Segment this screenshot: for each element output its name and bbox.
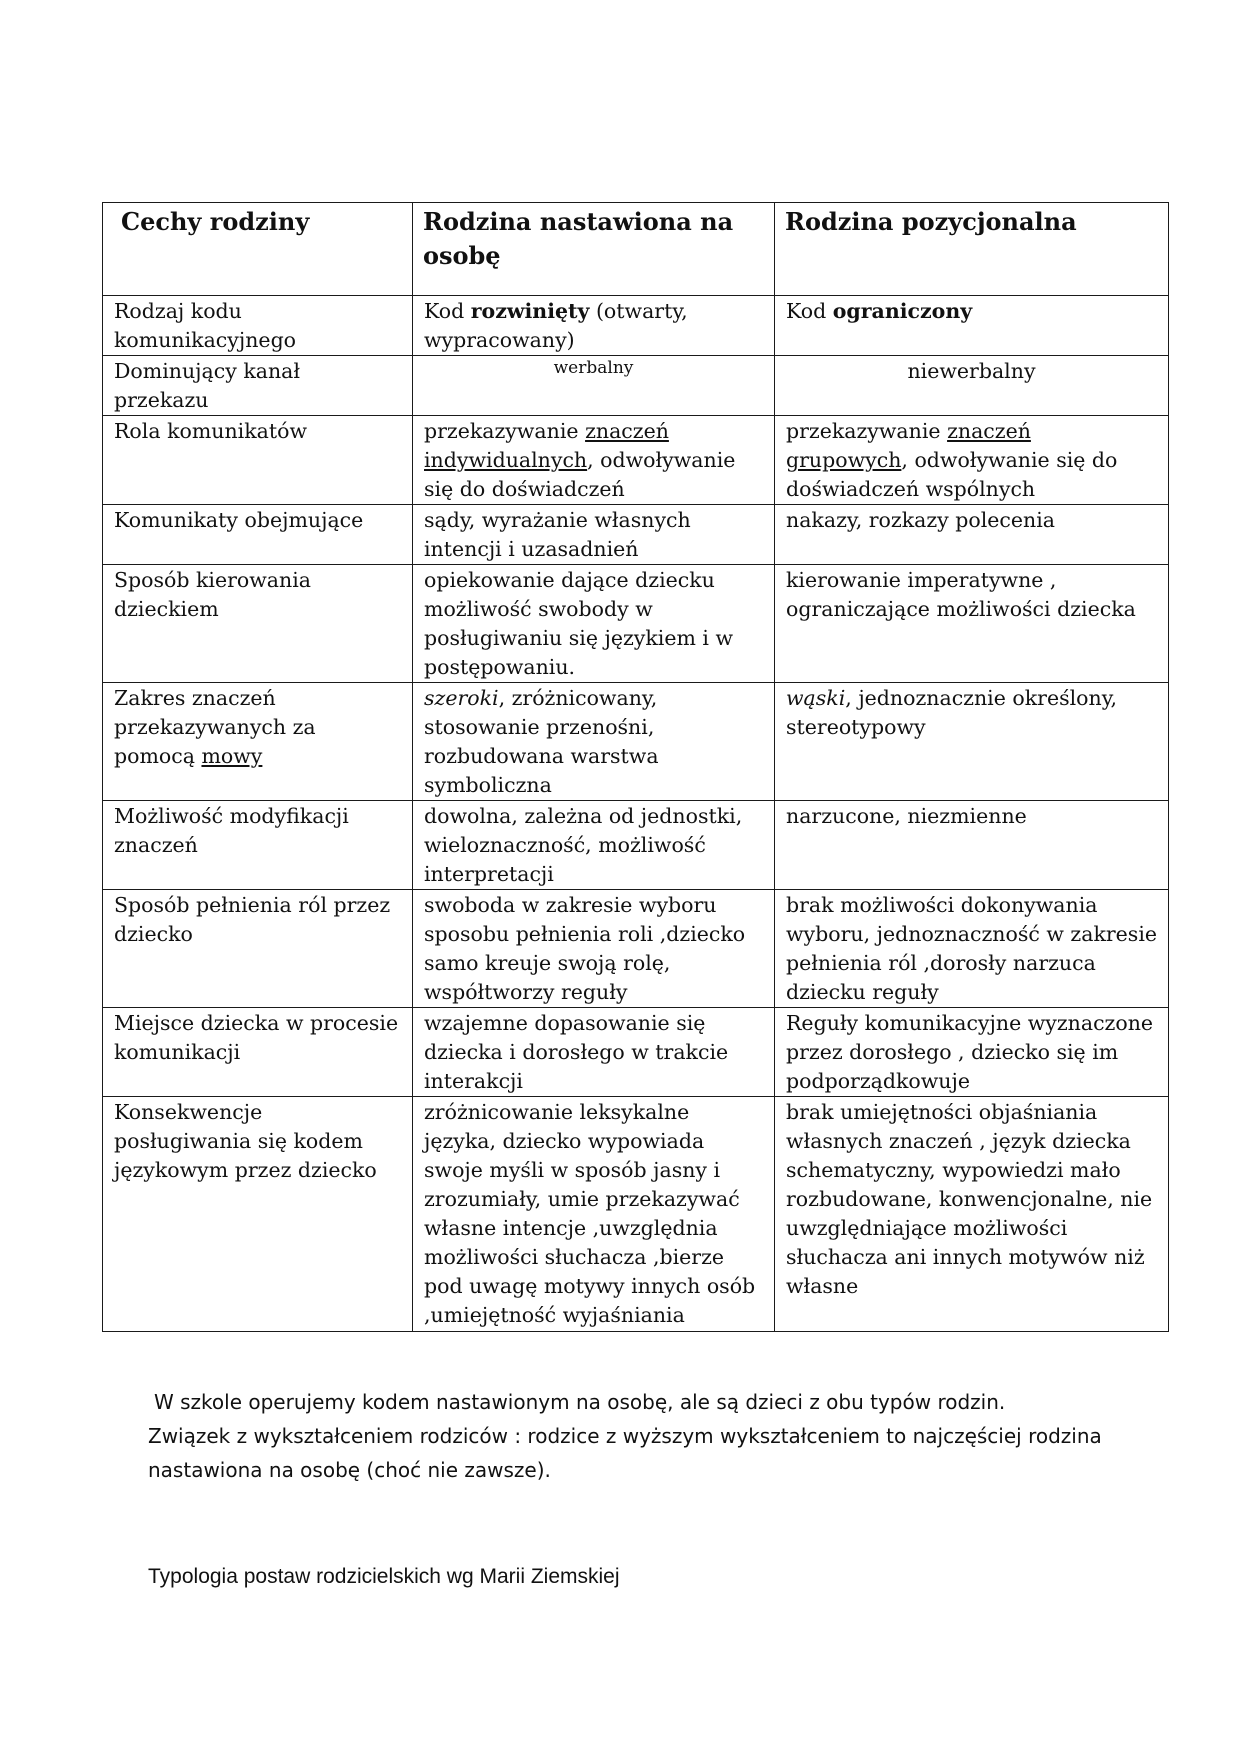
cell-bold-text: rozwinięty <box>470 299 590 323</box>
feature-cell: Rodzaj kodu komunikacyjnego <box>103 296 413 356</box>
explanatory-paragraph <box>148 1385 1148 1487</box>
position-cell: niewerbalny <box>775 356 1169 416</box>
header-features: Cechy rodziny <box>103 203 413 296</box>
table-row <box>103 296 1169 356</box>
table-row <box>103 890 1169 1008</box>
feature-cell: Sposób pełnienia ról przez dziecko <box>103 890 413 1008</box>
cell-text: , odwoływanie się do doświadczeń wspólnych <box>786 448 1118 501</box>
person-cell: wzajemne dopasowanie się dziecka i dorosłego w trakcie interakcji <box>413 1008 775 1097</box>
position-cell: brak umiejętności objaśniania własnych znaczeń , język dziecka schematyczny, wypowiedzi mało rozbudowane, konwencjonalne, nie uwzględniające możliwości słuchacza ani innych motywów niż własne <box>775 1097 1169 1332</box>
feature-cell: Miejsce dziecka w procesie komunikacji <box>103 1008 413 1097</box>
position-cell: Reguły komunikacyjne wyznaczone przez dorosłego , dziecko się im podporządkowuje <box>775 1008 1169 1097</box>
cell-text: Kod <box>786 299 833 323</box>
person-cell <box>413 296 775 356</box>
cell-text: , odwoływanie się do doświadczeń <box>424 448 736 501</box>
position-cell: brak możliwości dokonywania wyboru, jednoznaczność w zakresie pełnienia ról ,dorosły narzuca dziecku reguły <box>775 890 1169 1008</box>
feature-cell: Komunikaty obejmujące <box>103 505 413 565</box>
person-cell <box>413 416 775 505</box>
table-row <box>103 801 1169 890</box>
position-cell: nakazy, rozkazy polecenia <box>775 505 1169 565</box>
person-cell: dowolna, zależna od jednostki, wieloznaczność, możliwość interpretacji <box>413 801 775 890</box>
position-cell <box>775 683 1169 801</box>
paragraph-line: Związek z wykształceniem rodziców : rodzice z wyższym wykształceniem to najczęściej rodzina nastawiona na osobę (choć nie zawsze). <box>148 1424 1102 1482</box>
paragraph-line: W szkole operujemy kodem nastawionym na osobę, ale są dzieci z obu typów rodzin. <box>154 1390 1006 1414</box>
feature-cell <box>103 683 413 801</box>
cell-text: przekazywanie <box>424 419 586 443</box>
underlined-text: znaczeń <box>947 419 1031 443</box>
feature-cell: Dominujący kanał przekazu <box>103 356 413 416</box>
person-cell: opiekowanie dające dziecku możliwość swobody w posługiwaniu się językiem i w postępowaniu. <box>413 565 775 683</box>
table-row <box>103 505 1169 565</box>
position-cell: narzucone, niezmienne <box>775 801 1169 890</box>
position-cell: kierowanie imperatywne , ograniczające możliwości dziecka <box>775 565 1169 683</box>
table-row <box>103 683 1169 801</box>
header-positional: Rodzina pozycjonalna <box>775 203 1169 296</box>
table-row <box>103 356 1169 416</box>
cell-text: Kod <box>424 299 471 323</box>
underlined-text: mowy <box>201 744 263 768</box>
cell-bold-text: ograniczony <box>832 299 973 323</box>
table-row <box>103 565 1169 683</box>
person-cell <box>413 683 775 801</box>
family-code-table <box>102 202 1169 1332</box>
person-cell: swoboda w zakresie wyboru sposobu pełnienia roli ,dziecko samo kreuje swoją rolę, współtworzy reguły <box>413 890 775 1008</box>
person-cell: zróżnicowanie leksykalne języka, dziecko wypowiada swoje myśli w sposób jasny i zrozumiały, umie przekazywać własne intencje ,uwzględnia możliwości słuchacza ,bierze pod uwagę motywy innych osób ,umiejętność wyjaśniania <box>413 1097 775 1332</box>
cell-text: , jednoznacznie określony, stereotypowy <box>786 686 1118 739</box>
table-row <box>103 1008 1169 1097</box>
header-person-oriented: Rodzina nastawiona na osobę <box>413 203 775 296</box>
cell-text: , zróżnicowany, stosowanie przenośni, rozbudowana warstwa symboliczna <box>424 686 659 797</box>
section-heading: Typologia postaw rodzicielskich wg Marii Ziemskiej <box>148 1565 620 1588</box>
person-cell: werbalny <box>413 356 775 416</box>
feature-cell: Możliwość modyfikacji znaczeń <box>103 801 413 890</box>
position-cell <box>775 416 1169 505</box>
italic-text: wąski <box>786 686 846 710</box>
italic-text: szeroki <box>424 686 499 710</box>
table-header-row <box>103 203 1169 296</box>
position-cell <box>775 296 1169 356</box>
feature-cell: Sposób kierowania dzieckiem <box>103 565 413 683</box>
underlined-text: grupowych <box>786 448 902 472</box>
feature-cell: Konsekwencje posługiwania się kodem językowym przez dziecko <box>103 1097 413 1332</box>
underlined-text: znaczeń indywidualnych <box>424 419 669 472</box>
table-row <box>103 416 1169 505</box>
cell-text: przekazywanie <box>786 419 948 443</box>
feature-cell: Rola komunikatów <box>103 416 413 505</box>
cell-text: Zakres znaczeń przekazywanych za pomocą <box>114 686 316 768</box>
table-row <box>103 1097 1169 1332</box>
person-cell: sądy, wyrażanie własnych intencji i uzasadnień <box>413 505 775 565</box>
cell-text: (otwarty, wypracowany) <box>424 299 688 352</box>
